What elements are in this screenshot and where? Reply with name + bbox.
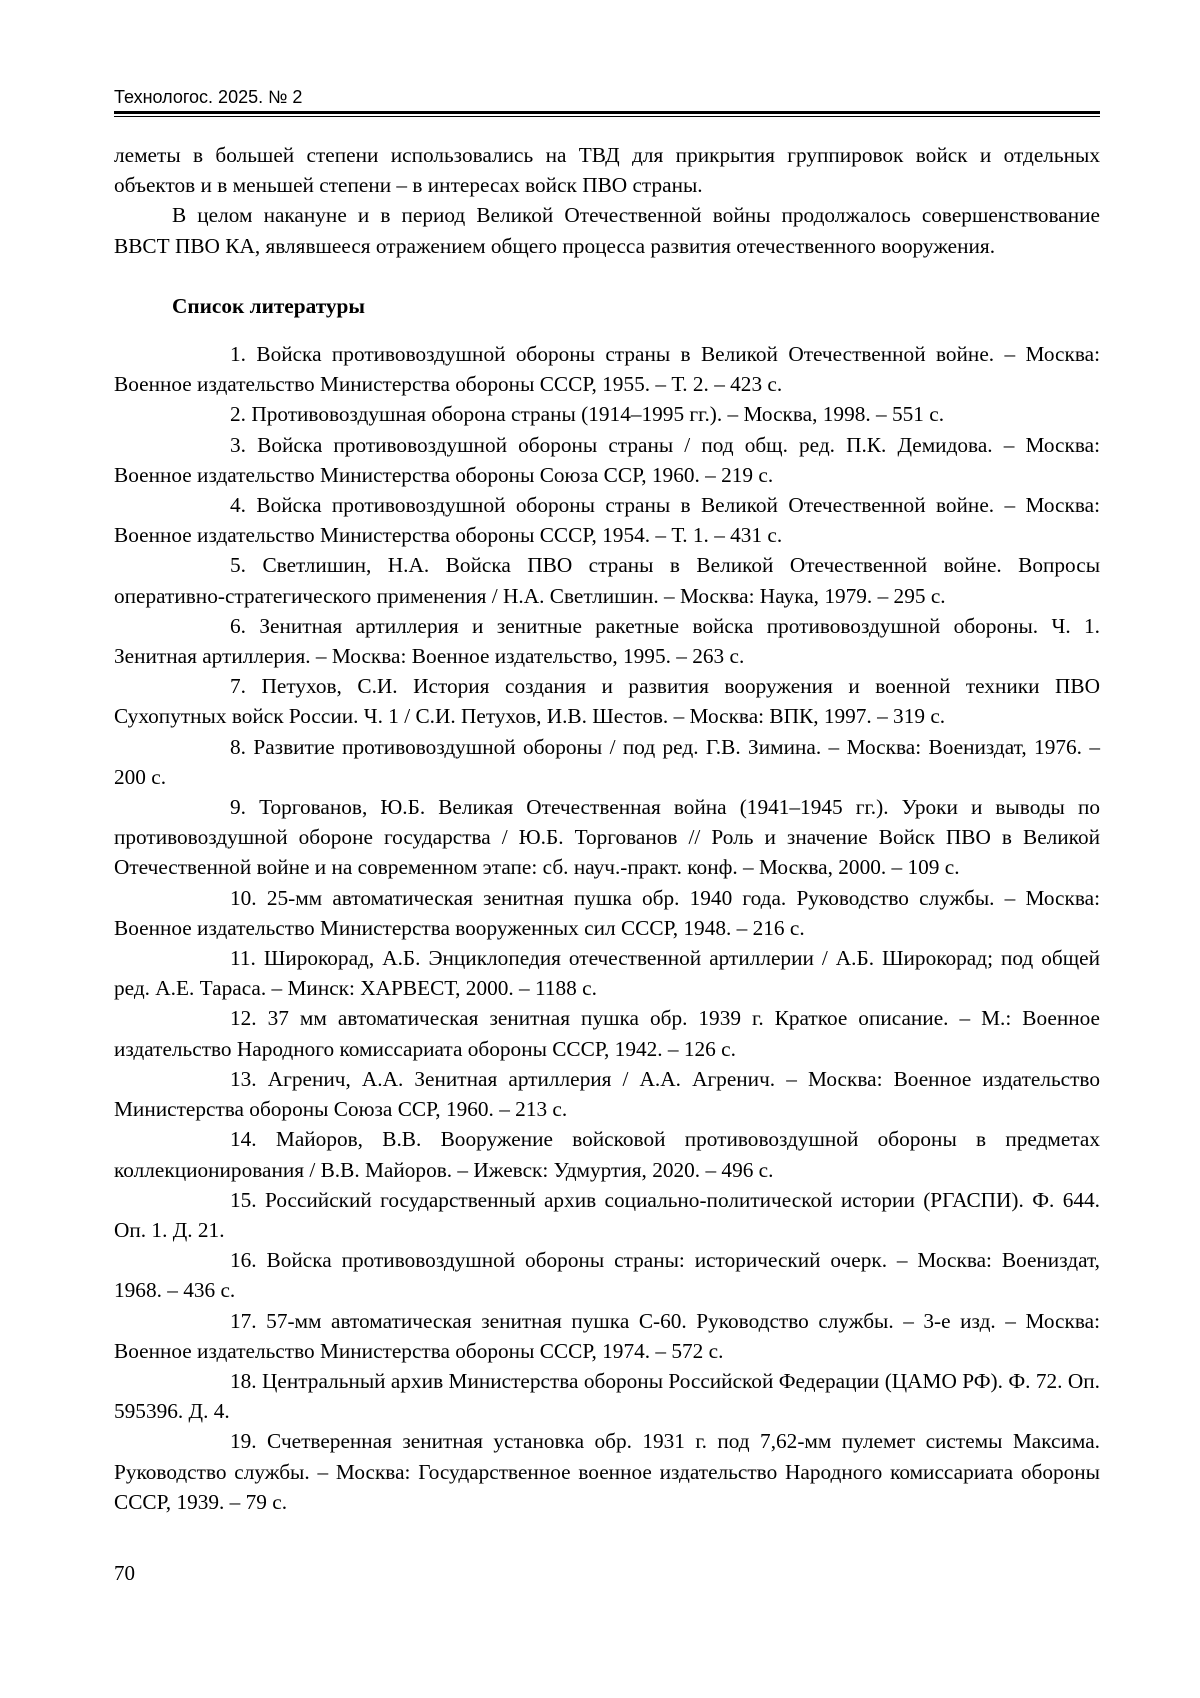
reference-text: Войска противовоздушной обороны страны / под общ. ред. П.К. Демидова. – Москва: Военное издательство Министерства обороны Союза ССР, 1960. – 219 с. xyxy=(114,432,1101,487)
reference-number: 14. xyxy=(230,1127,257,1152)
reference-text: Противовоздушная оборона страны (1914–1995 гг.). – Москва, 1998. – 551 с. xyxy=(251,402,945,427)
reference-item xyxy=(114,671,1100,731)
references-title: Список литературы xyxy=(172,293,365,318)
reference-text: Центральный архив Министерства обороны Российской Федерации (ЦАМО РФ). Ф. 72. Оп. 595396. Д. 4. xyxy=(114,1368,1100,1424)
reference-number: 18. xyxy=(230,1368,257,1393)
reference-text: Торгованов, Ю.Б. Великая Отечественная война (1941–1945 гг.). Уроки и выводы по противовоздушной обороне государства / Ю.Б. Торгованов // Роль и значение Войск ПВО в Великой Отечественной войне и на современном этапе: сб. науч.-практ. конф. – Москва, 2000. – 109 с. xyxy=(114,795,1100,880)
reference-item xyxy=(114,1426,1100,1517)
reference-item xyxy=(114,1306,1100,1366)
reference-item xyxy=(114,1003,1100,1063)
reference-number: 13. xyxy=(230,1066,257,1091)
reference-text: 25-мм автоматическая зенитная пушка обр. 1940 года. Руководство службы. – Москва: Военное издательство Министерства вооруженных сил СССР, 1948. – 216 с. xyxy=(114,885,1101,940)
reference-number: 5. xyxy=(230,553,246,578)
reference-number: 19. xyxy=(230,1429,257,1454)
reference-item xyxy=(114,1245,1100,1305)
reference-text: Зенитная артиллерия и зенитные ракетные войска противовоздушной обороны. Ч. 1. Зенитная артиллерия. – Москва: Военное издательство, 1995. – 263 с. xyxy=(114,613,1100,669)
running-header xyxy=(114,86,1100,117)
reference-number: 12. xyxy=(230,1006,257,1031)
reference-item xyxy=(114,399,1100,429)
reference-text: Развитие противовоздушной обороны / под ред. Г.В. Зимина. – Москва: Воениздат, 1976. – 200 с. xyxy=(114,734,1100,789)
references-list xyxy=(114,339,1100,1517)
page-content xyxy=(114,140,1100,1517)
reference-number: 11. xyxy=(230,946,256,971)
body-paragraph: В целом накануне и в период Великой Отечественной войны продолжалось совершенствование ВВСТ ПВО КА, являвшееся отражением общего процесса развития отечественного вооружения. xyxy=(114,203,1100,258)
reference-number: 10. xyxy=(230,885,257,910)
reference-text: Светлишин, Н.А. Войска ПВО страны в Великой Отечественной войне. Вопросы оперативно-стратегического применения / Н.А. Светлишин. – Москва: Наука, 1979. – 295 с. xyxy=(114,553,1101,608)
header-double-rule xyxy=(114,111,1100,117)
reference-text: Широкорад, А.Б. Энциклопедия отечественной артиллерии / А.Б. Широкорад; под общей ред. А.Е. Тараса. – Минск: ХАРВЕСТ, 2000. – 1188 с. xyxy=(114,946,1100,1001)
reference-number: 8. xyxy=(230,734,246,759)
reference-item xyxy=(114,1064,1100,1124)
reference-text: Майоров, В.В. Вооружение войсковой противовоздушной обороны в предметах коллекционирования / В.В. Майоров. – Ижевск: Удмуртия, 2020. – 496 с. xyxy=(114,1127,1100,1182)
reference-item xyxy=(114,943,1100,1003)
reference-item xyxy=(114,430,1100,490)
reference-number: 17. xyxy=(230,1308,257,1333)
reference-item xyxy=(114,339,1100,399)
reference-item xyxy=(114,792,1100,883)
reference-item xyxy=(114,1366,1100,1426)
page-number: 70 xyxy=(114,1561,135,1585)
reference-item xyxy=(114,1124,1100,1184)
reference-text: 57-мм автоматическая зенитная пушка С-60. Руководство службы. – 3-е изд. – Москва: Военное издательство Министерства обороны СССР, 1974. – 572 с. xyxy=(114,1308,1100,1363)
body-paragraph: леметы в большей степени использовались на ТВД для прикрытия группировок войск и отдельных объектов и в меньшей степени – в интересах войск ПВО страны. xyxy=(114,143,1100,198)
reference-number: 16. xyxy=(230,1248,257,1273)
reference-text: 37 мм автоматическая зенитная пушка обр. 1939 г. Краткое описание. – М.: Военное издательство Народного комиссариата обороны СССР, 1942. – 126 с. xyxy=(114,1006,1101,1061)
reference-number: 2. xyxy=(230,402,246,427)
reference-item xyxy=(114,490,1100,550)
reference-text: Российский государственный архив социально-политической истории (РГАСПИ). Ф. 644. Оп. 1. Д. 21. xyxy=(114,1187,1100,1242)
reference-number: 3. xyxy=(230,432,246,457)
reference-text: Войска противовоздушной обороны страны в Великой Отечественной войне. – Москва: Военное издательство Министерства обороны СССР, 1954. – Т. 1. – 431 с. xyxy=(114,493,1101,548)
reference-number: 1. xyxy=(230,342,246,367)
reference-text: Агренич, А.А. Зенитная артиллерия / А.А. Агренич. – Москва: Военное издательство Министерства обороны Союза ССР, 1960. – 213 с. xyxy=(114,1066,1100,1122)
reference-text: Войска противовоздушной обороны страны: исторический очерк. – Москва: Воениздат, 1968. – 436 с. xyxy=(114,1248,1100,1303)
reference-item xyxy=(114,611,1100,671)
reference-item xyxy=(114,550,1100,610)
reference-number: 9. xyxy=(230,795,246,820)
reference-number: 15. xyxy=(230,1187,257,1212)
reference-item xyxy=(114,1185,1100,1245)
reference-number: 6. xyxy=(230,613,246,638)
reference-number: 7. xyxy=(230,674,246,699)
reference-text: Петухов, С.И. История создания и развития вооружения и военной техники ПВО Сухопутных войск России. Ч. 1 / С.И. Петухов, И.В. Шестов. – Москва: ВПК, 1997. – 319 с. xyxy=(114,674,1100,729)
reference-item xyxy=(114,732,1100,792)
reference-item xyxy=(114,883,1100,943)
reference-text: Войска противовоздушной обороны страны в Великой Отечественной войне. – Москва: Военное издательство Министерства обороны СССР, 1955. – Т. 2. – 423 с. xyxy=(114,342,1101,397)
reference-number: 4. xyxy=(230,493,246,518)
reference-text: Счетверенная зенитная установка обр. 1931 г. под 7,62-мм пулемет системы Максима. Руководство службы. – Москва: Государственное военное издательство Народного комиссариата обороны СССР, 1939. – 79 с. xyxy=(114,1429,1101,1514)
running-title: Технологос. 2025. № 2 xyxy=(114,87,303,107)
